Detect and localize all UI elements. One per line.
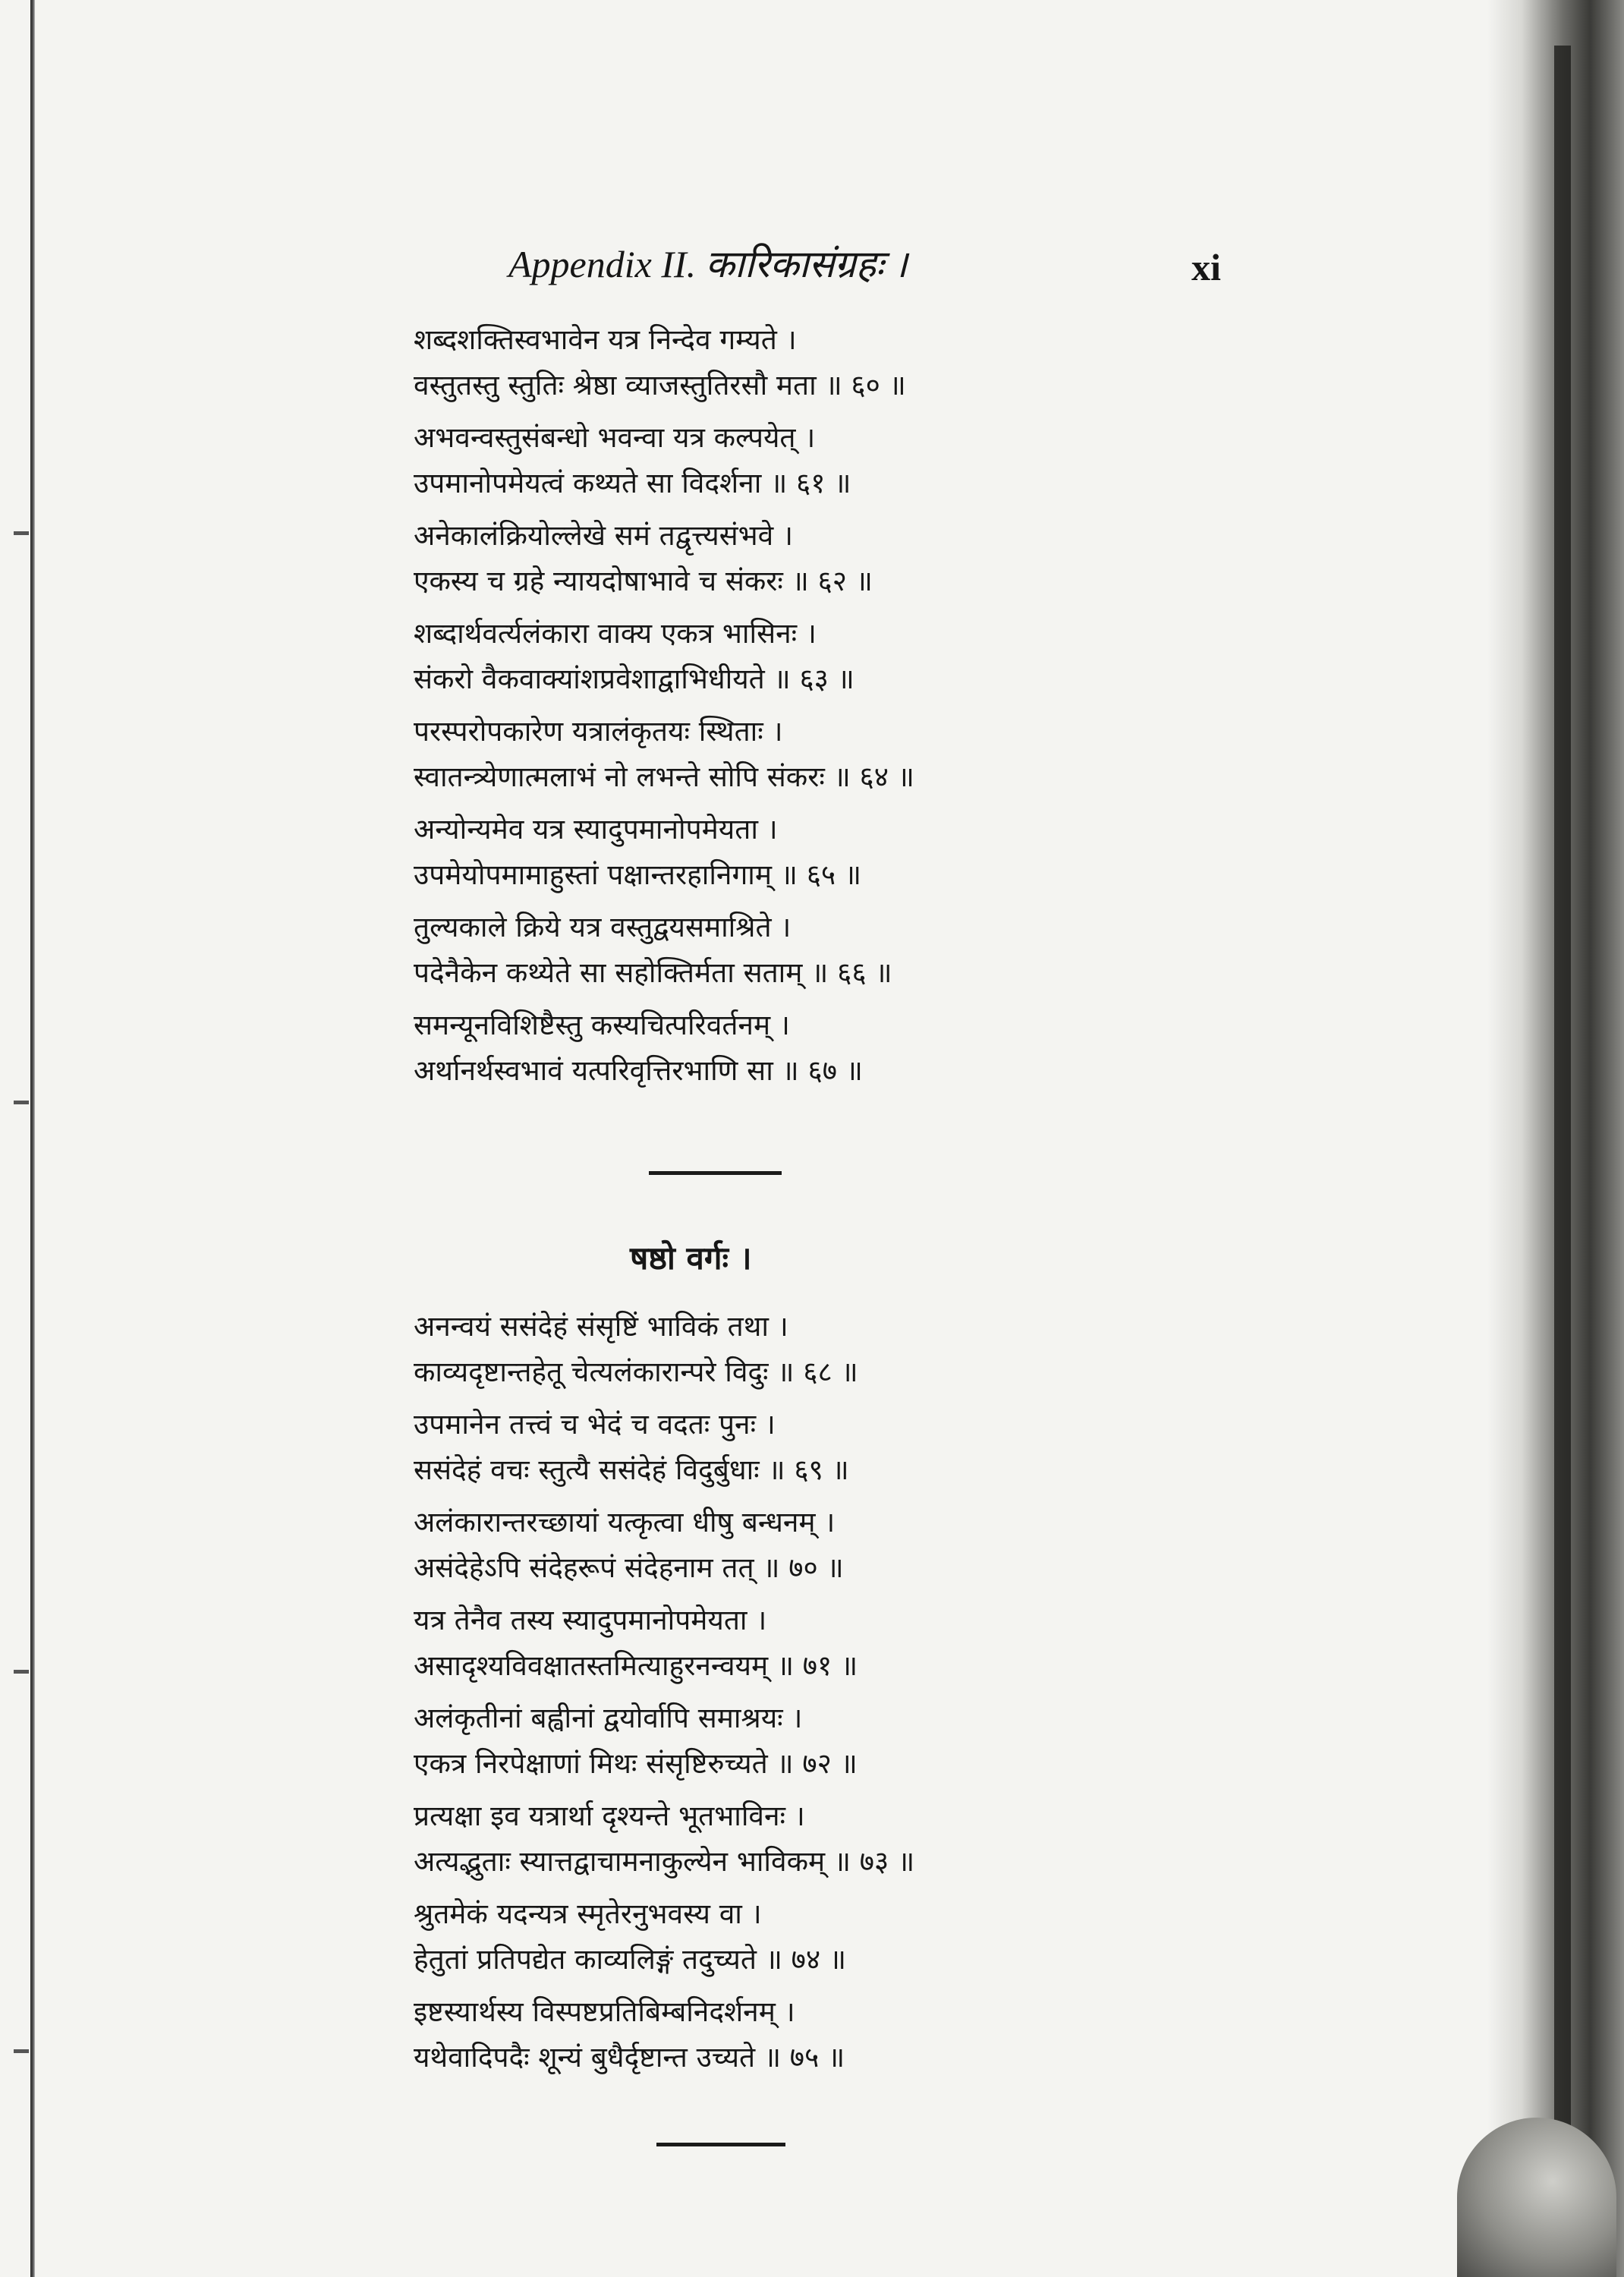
page-gutter-shadow xyxy=(1487,0,1624,2277)
verse-69 xyxy=(414,1402,1172,1493)
verse-60 xyxy=(414,317,1172,408)
verse-line: उपमानोपमेयत्वं कथ्यते सा विदर्शना ॥ ६१ ॥ xyxy=(414,467,851,499)
verse-line: ससंदेहं वचः स्तुत्यै ससंदेहं विदुर्बुधाः ॥ ६९ ॥ xyxy=(414,1453,849,1486)
running-header xyxy=(508,241,1267,287)
verse-73 xyxy=(414,1794,1172,1885)
verse-line: इष्टस्यार्थस्य विस्पष्टप्रतिबिम्बनिदर्शनम् । xyxy=(414,1995,795,2028)
verse-line: स्वातन्त्र्येणात्मलाभं नो लभन्ते सोपि संकरः ॥ ६४ ॥ xyxy=(414,761,914,793)
verse-74 xyxy=(414,1891,1172,1983)
verse-line: एकत्र निरपेक्षाणां मिथः संसृष्टिरुच्यते ॥ ७२ ॥ xyxy=(414,1747,858,1780)
verse-line: अलंकारान्तरच्छायां यत्कृत्वा धीषु बन्धनम् । xyxy=(414,1506,836,1538)
verse-line: परस्परोपकारेण यत्रालंकृतयः स्थिताः । xyxy=(414,715,783,748)
verse-line: अलंकृतीनां बह्वीनां द्वयोर्वापि समाश्रयः । xyxy=(414,1702,803,1734)
verse-66 xyxy=(414,905,1172,996)
verse-line: प्रत्यक्षा इव यत्रार्था दृश्यन्ते भूतभाविनः । xyxy=(414,1800,805,1832)
verse-line: हेतुतां प्रतिपद्येत काव्यलिङ्गं तदुच्यते ॥ ७४ ॥ xyxy=(414,1943,847,1976)
verse-line: श्रुतमेकं यदन्यत्र स्मृतेरनुभवस्य वा । xyxy=(414,1898,762,1930)
verse-line: उपमानेन तत्त्वं च भेदं च वदतः पुनः । xyxy=(414,1408,776,1441)
verse-line: उपमेयोपमामाहुस्तां पक्षान्तरहानिगाम् ॥ ६५ ॥ xyxy=(414,858,862,891)
verse-line: असादृश्यविवक्षातस्तमित्याहुरनन्वयम् ॥ ७१ ॥ xyxy=(414,1649,858,1682)
section-divider xyxy=(649,1171,782,1175)
verse-line: अन्योन्यमेव यत्र स्यादुपमानोपमेयता । xyxy=(414,813,778,846)
section-heading: षष्ठो वर्गः । xyxy=(630,1239,752,1277)
verse-line: वस्तुतस्तु स्तुतिः श्रेष्ठा व्याजस्तुतिरसौ मता ॥ ६० ॥ xyxy=(414,369,906,402)
verse-line: अनन्वयं ससंदेहं संसृष्टिं भाविकं तथा । xyxy=(414,1310,788,1343)
verse-line: अर्थानर्थस्वभावं यत्परिवृत्तिरभाणि सा ॥ ६७ ॥ xyxy=(414,1054,863,1087)
verse-line: संकरो वैकवाक्यांशप्रवेशाद्वाभिधीयते ॥ ६३ ॥ xyxy=(414,663,854,695)
verse-72 xyxy=(414,1696,1172,1787)
verse-70 xyxy=(414,1500,1172,1591)
verse-62 xyxy=(414,513,1172,604)
verse-61 xyxy=(414,415,1172,506)
verse-line: शब्दशक्तिस्वभावेन यत्र निन्देव गम्यते । xyxy=(414,323,797,356)
verse-64 xyxy=(414,709,1172,800)
verse-line: अभवन्वस्तुसंबन्धो भवन्वा यत्र कल्पयेत् । xyxy=(414,421,816,454)
verse-71 xyxy=(414,1598,1172,1689)
page-number: xi xyxy=(1191,246,1221,288)
verse-block-part1 xyxy=(414,317,1172,1101)
verse-line: एकस्य च ग्रहे न्यायदोषाभावे च संकरः ॥ ६२ ॥ xyxy=(414,565,873,597)
verse-line: अनेकालंक्रियोल्लेखे समं तद्वृत्त्यसंभवे । xyxy=(414,519,794,552)
end-divider xyxy=(656,2143,785,2146)
verse-68 xyxy=(414,1304,1172,1395)
binding-edge xyxy=(30,0,35,2277)
verse-65 xyxy=(414,807,1172,898)
header-title: Appendix II. कारिकासंग्रहः । xyxy=(508,243,908,285)
verse-line: समन्यूनविशिष्टैस्तु कस्यचित्परिवर्तनम् । xyxy=(414,1009,790,1041)
verse-line: शब्दार्थवर्त्यलंकारा वाक्य एकत्र भासिनः । xyxy=(414,617,817,650)
verse-67 xyxy=(414,1003,1172,1094)
verse-75 xyxy=(414,1989,1172,2080)
verse-line: काव्यदृष्टान्तहेतू चेत्यलंकारान्परे विदुः ॥ ६८ ॥ xyxy=(414,1356,858,1388)
verse-line: यथेवादिपदैः शून्यं बुधैर्दृष्टान्त उच्यते ॥ ७५ ॥ xyxy=(414,2041,845,2074)
thumb-shadow xyxy=(1457,2118,1616,2277)
verse-line: तुल्यकाले क्रिये यत्र वस्तुद्वयसमाश्रिते । xyxy=(414,911,792,943)
verse-line: पदेनैकेन कथ्येते सा सहोक्तिर्मता सताम् ॥ ६६ ॥ xyxy=(414,956,892,989)
verse-block-part2 xyxy=(414,1304,1172,2087)
verse-63 xyxy=(414,611,1172,702)
verse-line: अत्यद्भुताः स्यात्तद्वाचामनाकुल्येन भाविकम् ॥ ७३ ॥ xyxy=(414,1845,915,1878)
page-edge-stack xyxy=(1554,46,1571,2171)
verse-line: यत्र तेनैव तस्य स्यादुपमानोपमेयता । xyxy=(414,1604,767,1636)
verse-line: असंदेहेऽपि संदेहरूपं संदेहनाम तत् ॥ ७० ॥ xyxy=(414,1551,844,1584)
